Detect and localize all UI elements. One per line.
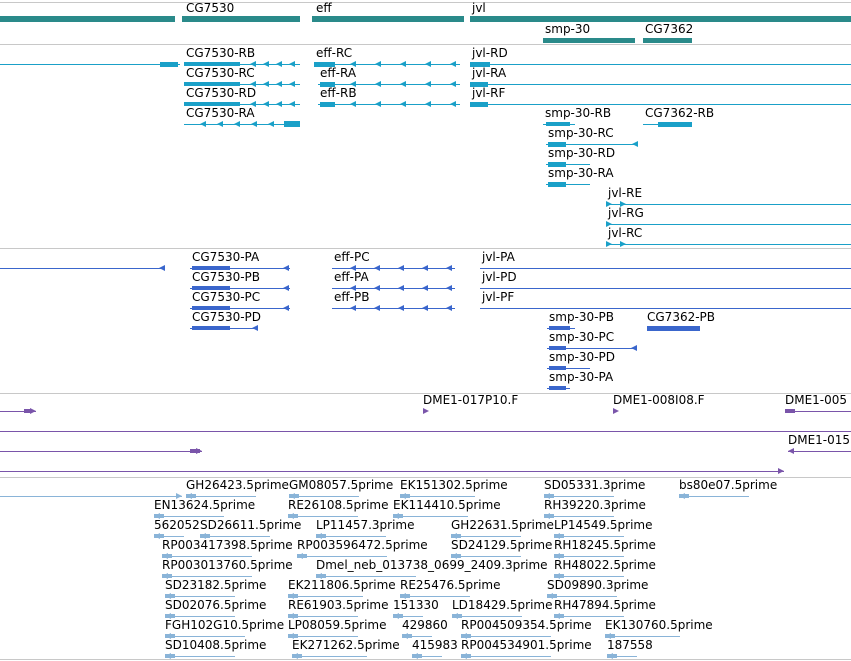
strand-arrow	[446, 285, 452, 291]
protein-label: eff-PA	[334, 270, 369, 284]
strand-arrow	[400, 101, 406, 107]
strand-arrow	[234, 121, 240, 127]
strand-arrow	[283, 305, 289, 311]
transcript-label: eff-RA	[320, 66, 357, 80]
feature-line	[0, 471, 784, 472]
feature-line	[788, 451, 851, 452]
est-label: bs80e07.5prime	[679, 478, 778, 492]
protein-label: smp-30-PD	[549, 350, 615, 364]
est-label: RP003013760.5prime	[162, 558, 293, 572]
transcript-label: jvl-RD	[472, 46, 508, 60]
transcript-label: smp-30-RA	[548, 166, 614, 180]
strand-arrow	[251, 121, 257, 127]
protein-label: eff-PB	[334, 290, 370, 304]
strand-arrow	[375, 101, 381, 107]
clone-label: DME1-015	[788, 433, 851, 447]
protein-label: CG7530-PC	[192, 290, 261, 304]
strand-arrow	[289, 81, 295, 87]
gene-bar-cg7362	[643, 38, 692, 43]
transcript-label: CG7530-RC	[186, 66, 255, 80]
feature-line	[289, 496, 359, 497]
exon-block	[679, 494, 689, 498]
strand-arrow	[620, 241, 626, 247]
est-label: SD26611.5prime	[200, 518, 302, 532]
feature-line	[288, 516, 358, 517]
feature-line	[606, 204, 851, 205]
est-label: SD23182.5prime	[165, 578, 267, 592]
feature-line	[297, 556, 387, 557]
feature-line	[785, 411, 851, 412]
protein-label: smp-30-PA	[549, 370, 614, 384]
feature-line	[470, 64, 851, 65]
feature-line	[316, 576, 416, 577]
strand-arrow	[398, 265, 404, 271]
strand-arrow	[217, 121, 223, 127]
est-label: EK151302.5prime	[400, 478, 508, 492]
strand-arrow	[788, 448, 794, 454]
est-label: RP003596472.5prime	[297, 538, 428, 552]
feature-line	[451, 556, 521, 557]
transcript-label: CG7530-RD	[186, 86, 257, 100]
est-label: RP003417398.5prime	[162, 538, 293, 552]
transcript-label: smp-30-RC	[548, 126, 614, 140]
est-label: GH22631.5prime	[451, 518, 554, 532]
transcript-label: jvl-RE	[608, 186, 643, 200]
protein-label: jvl-PD	[482, 270, 517, 284]
est-label: EK114410.5prime	[393, 498, 501, 512]
feature-line	[165, 596, 235, 597]
est-label: SD02076.5prime	[165, 598, 267, 612]
strand-arrow	[425, 81, 431, 87]
gene-label-cg7530: CG7530	[186, 1, 235, 15]
feature-line	[0, 64, 180, 65]
exon-block	[548, 182, 566, 187]
feature-line	[554, 536, 624, 537]
strand-arrow	[425, 61, 431, 67]
est-label: RH18245.5prime	[554, 538, 656, 552]
protein-label: CG7530-PA	[192, 250, 260, 264]
feature-line	[162, 576, 252, 577]
est-label: LP11457.3prime	[316, 518, 415, 532]
feature-line	[165, 636, 245, 637]
exon-block	[192, 326, 230, 330]
est-label: FGH102G10.5prime	[165, 618, 285, 632]
gene-label-smp30: smp-30	[545, 22, 591, 36]
strand-arrow	[283, 265, 289, 271]
est-label: Dmel_neb_013738_0699_2409.3prime	[316, 558, 548, 572]
gene-label-jvl: jvl	[472, 1, 486, 15]
feature-line	[0, 451, 202, 452]
strand-arrow	[350, 101, 356, 107]
strand-arrow	[263, 81, 269, 87]
feature-line	[470, 104, 851, 105]
track-separator	[0, 659, 851, 660]
strand-arrow	[400, 61, 406, 67]
est-label: SD10408.5prime	[165, 638, 267, 652]
transcript-label: CG7362-RB	[645, 106, 715, 120]
strand-arrow	[268, 121, 274, 127]
strand-arrow	[289, 101, 295, 107]
est-label: 415983	[412, 638, 458, 652]
clone-label: DME1-005	[785, 393, 848, 407]
protein-label: CG7362-PB	[647, 310, 716, 324]
transcript-label: CG7530-RA	[186, 106, 255, 120]
strand-arrow	[375, 61, 381, 67]
feature-line	[0, 268, 165, 269]
feature-line	[554, 576, 624, 577]
exon-block	[647, 326, 700, 331]
feature-line	[554, 556, 624, 557]
est-label: RE26108.5prime	[288, 498, 389, 512]
protein-label: eff-PC	[334, 250, 370, 264]
clone-label: DME1-017P10.F	[423, 393, 519, 407]
est-label: LD18429.5prime	[452, 598, 553, 612]
feature-line	[314, 64, 460, 65]
strand-arrow	[159, 265, 165, 271]
feature-line	[606, 224, 851, 225]
exon-block	[461, 654, 471, 658]
strand-arrow	[374, 305, 380, 311]
strand-arrow	[632, 141, 638, 147]
strand-arrow	[263, 101, 269, 107]
strand-arrow	[283, 285, 289, 291]
transcript-label: CG7530-RB	[186, 46, 256, 60]
strand-arrow	[778, 468, 784, 474]
protein-label: jvl-PF	[482, 290, 515, 304]
est-label: LP14549.5prime	[554, 518, 653, 532]
exon-block	[292, 654, 302, 658]
gene-bar-smp30	[543, 38, 635, 43]
feature-line	[554, 616, 624, 617]
feature-line	[452, 616, 522, 617]
feature-line	[480, 308, 851, 309]
feature-line	[547, 596, 617, 597]
feature-line	[544, 516, 614, 517]
feature-line	[0, 496, 182, 497]
strand-arrow	[450, 81, 456, 87]
strand-arrow	[252, 325, 258, 331]
exon-block	[160, 62, 178, 67]
strand-arrow	[276, 61, 282, 67]
strand-arrow	[350, 305, 356, 311]
transcript-label: jvl-RA	[472, 66, 507, 80]
feature-line	[318, 84, 460, 85]
strand-arrow	[422, 285, 428, 291]
track-separator	[0, 248, 851, 249]
feature-line	[393, 516, 468, 517]
feature-line	[461, 636, 551, 637]
gene-bar-left	[0, 16, 175, 22]
exon-block	[658, 122, 692, 127]
est-label: RP004509354.5prime	[461, 618, 592, 632]
est-label: RE25476.5prime	[400, 578, 501, 592]
transcript-label: eff-RB	[320, 86, 357, 100]
feature-line	[186, 496, 256, 497]
feature-line	[318, 104, 460, 105]
exon-block	[297, 554, 307, 558]
strand-arrow	[200, 121, 206, 127]
strand-arrow	[263, 61, 269, 67]
strand-arrow	[422, 305, 428, 311]
feature-line	[165, 656, 235, 657]
est-label: SD24129.5prime	[451, 538, 553, 552]
est-label: 562052	[154, 518, 200, 532]
feature-line	[400, 496, 475, 497]
exon-block	[402, 634, 412, 638]
est-label: EK211806.5prime	[288, 578, 396, 592]
transcript-label: eff-RC	[316, 46, 353, 60]
strand-arrow	[400, 81, 406, 87]
feature-line	[288, 636, 358, 637]
strand-arrow	[606, 241, 612, 247]
est-label: SD09890.3prime	[547, 578, 649, 592]
feature-line	[606, 244, 851, 245]
protein-label: smp-30-PC	[549, 330, 615, 344]
exon-block	[24, 409, 32, 413]
est-label: RH48022.5prime	[554, 558, 656, 572]
feature-line	[165, 616, 235, 617]
gene-bar-eff	[312, 16, 464, 22]
feature-line	[0, 431, 851, 432]
transcript-label: smp-30-RB	[545, 106, 612, 120]
strand-arrow	[289, 61, 295, 67]
exon-block	[549, 386, 566, 390]
strand-arrow	[276, 101, 282, 107]
est-label: GM08057.5prime	[289, 478, 394, 492]
est-label: 151330	[393, 598, 439, 612]
feature-line	[605, 636, 680, 637]
gene-bar-cg7530	[182, 16, 300, 22]
strand-arrow	[423, 408, 429, 414]
feature-line	[292, 656, 367, 657]
feature-line	[461, 656, 551, 657]
feature-line	[316, 536, 386, 537]
est-label: RH39220.3prime	[544, 498, 646, 512]
est-label: EN13624.5prime	[154, 498, 256, 512]
exon-block	[320, 102, 335, 107]
gene-label-eff: eff	[316, 1, 332, 15]
transcript-label: smp-30-RD	[548, 146, 616, 160]
strand-arrow	[425, 101, 431, 107]
exon-block	[470, 102, 488, 107]
feature-line	[288, 596, 363, 597]
exon-block	[190, 449, 200, 453]
strand-arrow	[276, 81, 282, 87]
strand-arrow	[374, 265, 380, 271]
top-border	[0, 2, 851, 3]
est-label: SD05331.3prime	[544, 478, 646, 492]
est-label: 429860	[402, 618, 448, 632]
strand-arrow	[398, 285, 404, 291]
est-label: RE61903.5prime	[288, 598, 389, 612]
feature-line	[400, 596, 470, 597]
feature-line	[679, 496, 749, 497]
protein-label: jvl-PA	[482, 250, 515, 264]
strand-arrow	[374, 285, 380, 291]
strand-arrow	[446, 305, 452, 311]
strand-arrow	[450, 101, 456, 107]
track-separator	[0, 44, 851, 45]
feature-line	[288, 616, 358, 617]
est-label: EK271262.5prime	[292, 638, 400, 652]
feature-line	[480, 268, 851, 269]
feature-line	[200, 536, 270, 537]
feature-line	[451, 536, 521, 537]
strand-arrow	[446, 265, 452, 271]
est-label: LP08059.5prime	[288, 618, 387, 632]
transcript-label: jvl-RF	[472, 86, 506, 100]
feature-line	[162, 556, 252, 557]
est-label: 187558	[607, 638, 653, 652]
strand-arrow	[450, 61, 456, 67]
feature-line	[154, 516, 224, 517]
est-label: RP004534901.5prime	[461, 638, 592, 652]
strand-arrow	[375, 81, 381, 87]
est-label: RH47894.5prime	[554, 598, 656, 612]
strand-arrow	[422, 265, 428, 271]
est-label: GH26423.5prime	[186, 478, 289, 492]
protein-label: CG7530-PB	[192, 270, 261, 284]
exon-block	[412, 654, 422, 658]
protein-label: CG7530-PD	[192, 310, 262, 324]
strand-arrow	[398, 305, 404, 311]
exon-block	[165, 654, 175, 658]
feature-line	[470, 84, 851, 85]
gene-label-cg7362: CG7362	[645, 22, 694, 36]
exon-block	[607, 654, 617, 658]
exon-block	[284, 121, 300, 127]
feature-line	[544, 496, 614, 497]
est-label: EK130760.5prime	[605, 618, 713, 632]
strand-arrow	[631, 345, 637, 351]
feature-line	[480, 288, 851, 289]
transcript-label: jvl-RG	[608, 206, 644, 220]
strand-arrow	[613, 408, 619, 414]
clone-label: DME1-008I08.F	[613, 393, 705, 407]
protein-label: smp-30-PB	[549, 310, 614, 324]
transcript-label: jvl-RC	[608, 226, 643, 240]
